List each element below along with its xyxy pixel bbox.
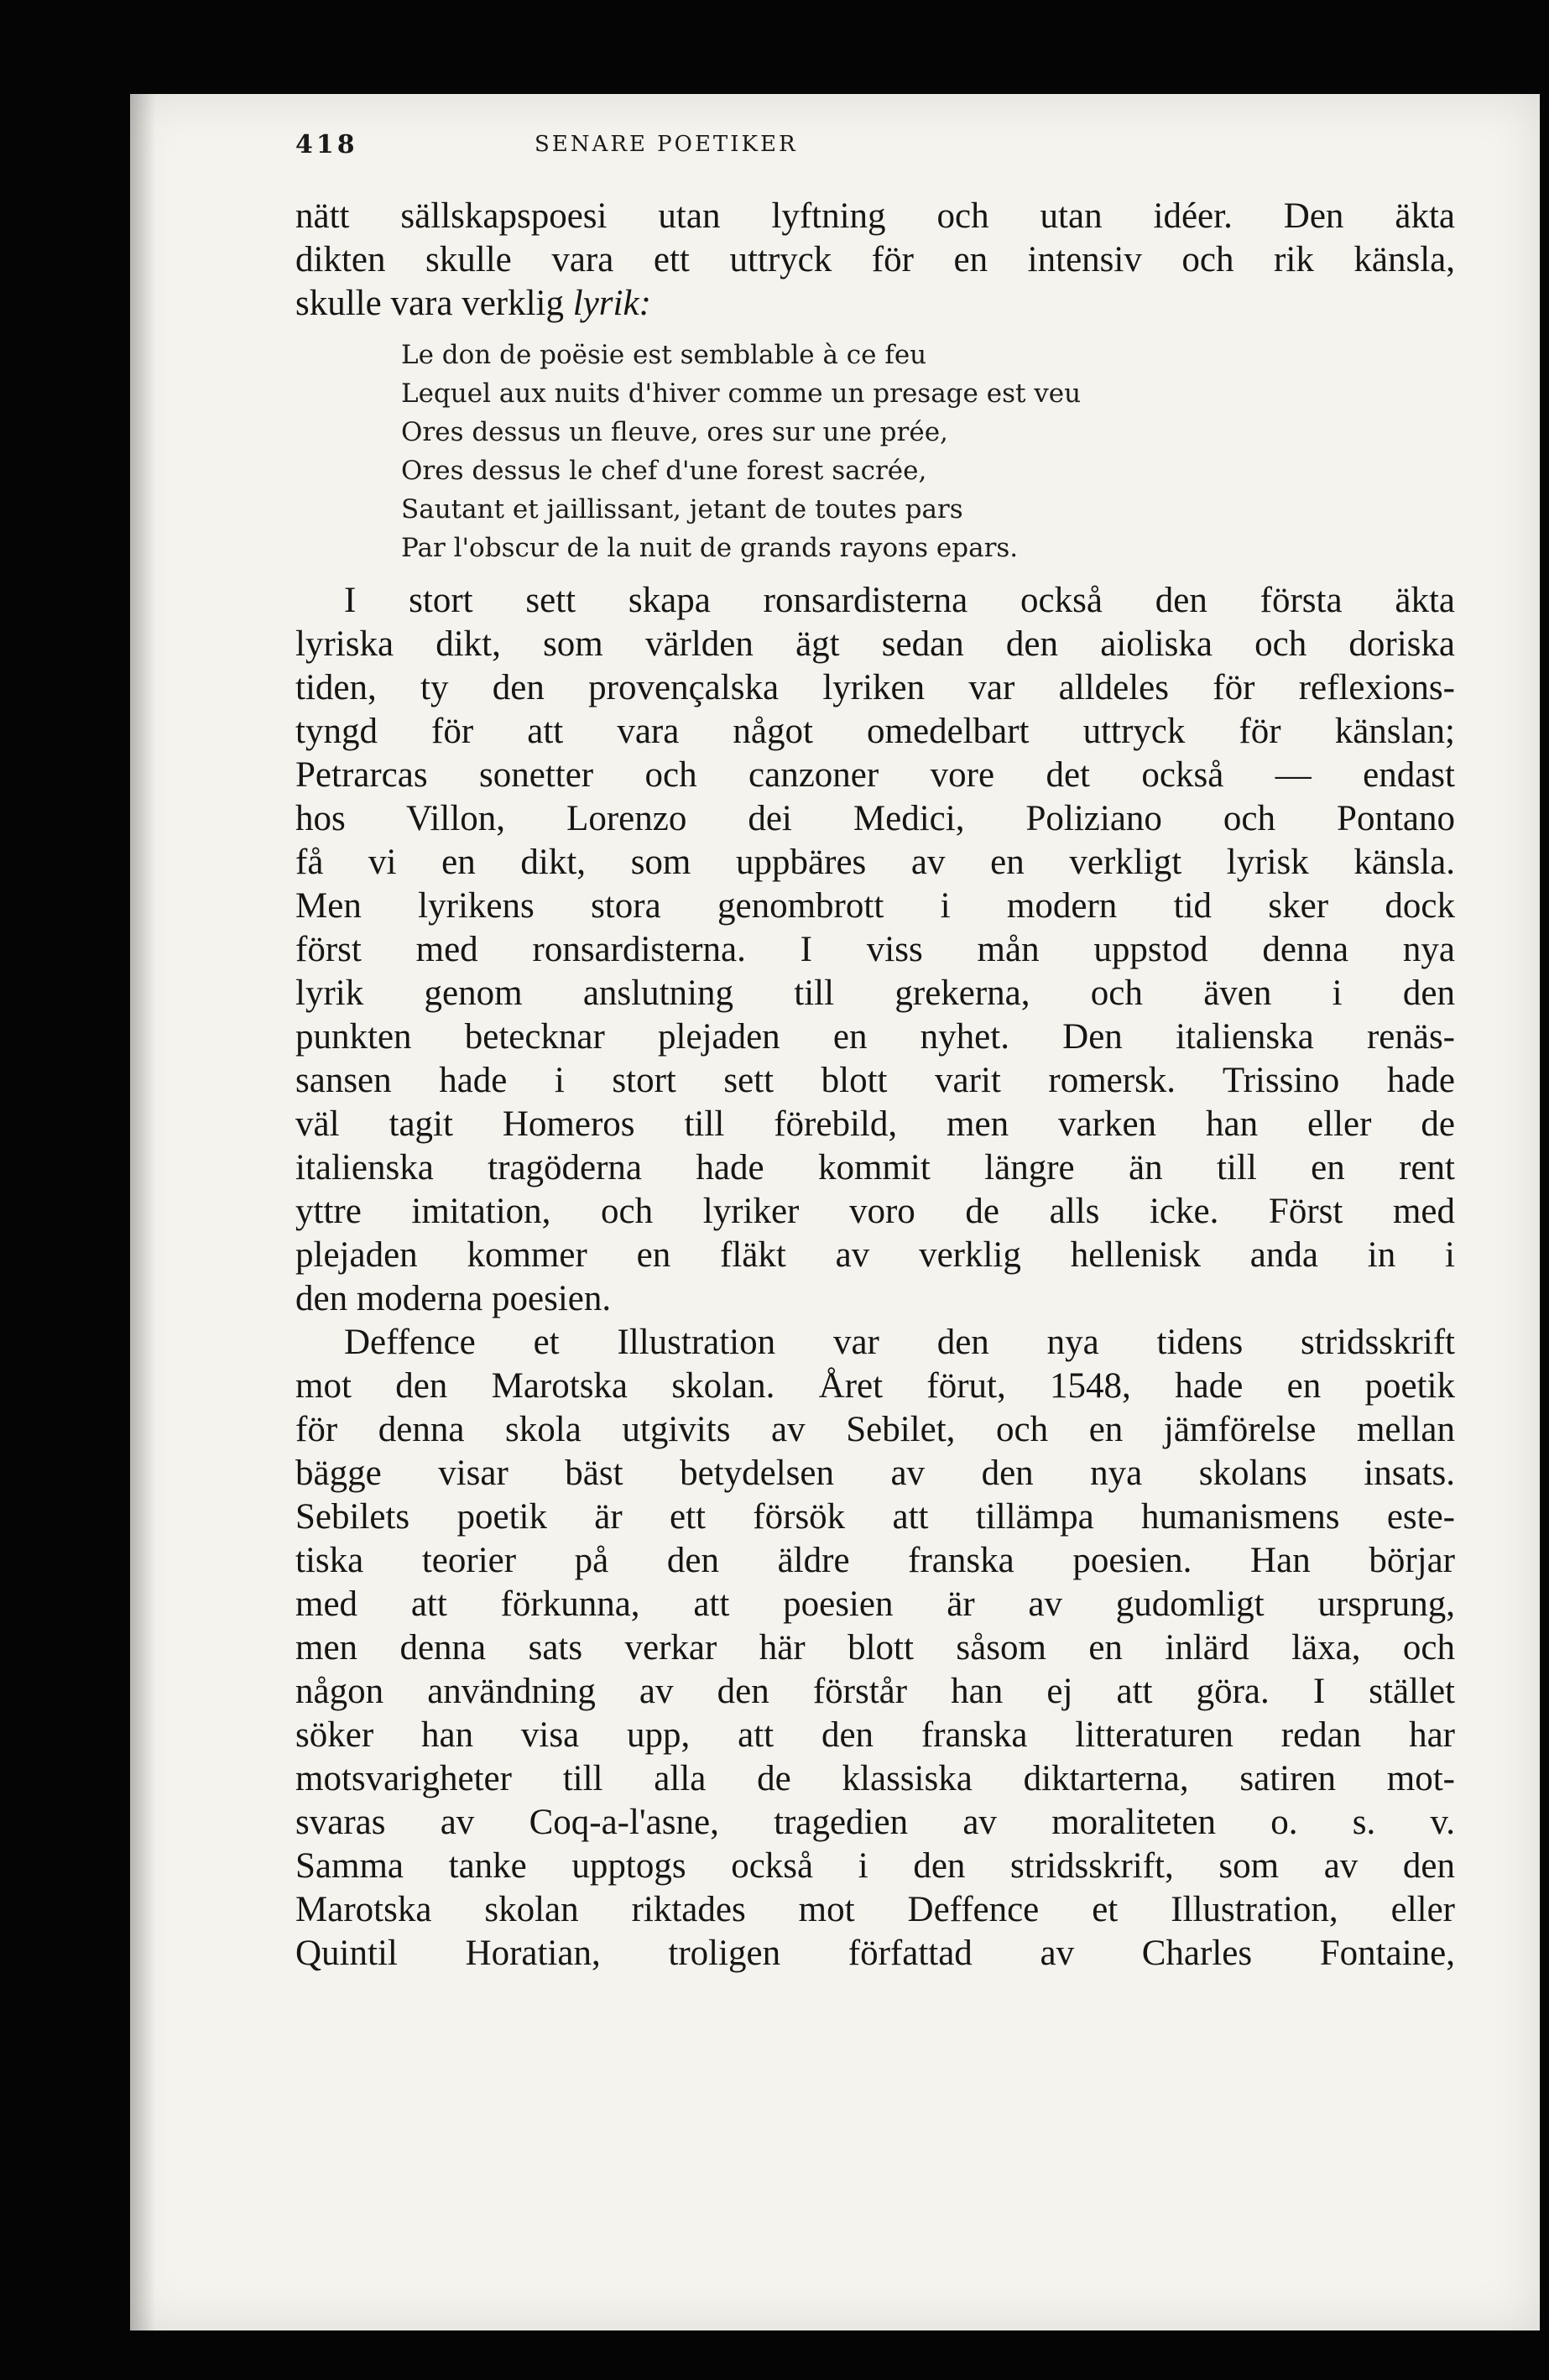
- verse-line: Ores dessus le chef d'une forest sacrée,: [401, 456, 927, 486]
- text-line: Quintil Horatian, troligen författad av Charles Fontaine,: [295, 1934, 1455, 1973]
- text-line: väl tagit Homeros till förebild, men varken han eller de: [295, 1104, 1455, 1144]
- verse-line: Le don de poësie est semblable à ce feu: [401, 340, 927, 370]
- text-line: punkten betecknar plejaden en nyhet. Den italienska renäs-: [295, 1017, 1455, 1057]
- text-line: lyriska dikt, som världen ägt sedan den aioliska och doriska: [295, 624, 1455, 664]
- verse-line: Ores dessus un fleuve, ores sur une prée,: [401, 417, 948, 447]
- italic-word: lyrik:: [572, 284, 651, 323]
- page-header: [295, 130, 1453, 172]
- text-line: lyrik genom anslutning till grekerna, och även i den: [295, 973, 1455, 1013]
- text-line: Deffence et Illustration var den nya tidens stridsskrift: [344, 1323, 1455, 1362]
- text-line: Petrarcas sonetter och canzoner vore det också — endast: [295, 755, 1455, 795]
- text-line: söker han visa upp, att den franska litteraturen redan har: [295, 1715, 1455, 1755]
- text-line: Marotska skolan riktades mot Deffence et Illustration, eller: [295, 1890, 1455, 1929]
- text-line: italienska tragöderna hade kommit längre än till en rent: [295, 1148, 1455, 1187]
- page-number: 418: [295, 130, 358, 159]
- text-line: någon användning av den förstår han ej att göra. I stället: [295, 1672, 1455, 1711]
- text-line: få vi en dikt, som uppbäres av en verkligt lyrisk känsla.: [295, 843, 1455, 882]
- french-verse-quote: [401, 336, 1455, 567]
- text-line: tiden, ty den provençalska lyriken var alldeles för reflexions-: [295, 668, 1455, 707]
- text-line: den moderna poesien.: [295, 1279, 612, 1318]
- text-line: plejaden kommer en fläkt av verklig hellenisk anda in i: [295, 1235, 1455, 1275]
- text-line: hos Villon, Lorenzo dei Medici, Poliziano och Pontano: [295, 799, 1455, 838]
- paragraph-deffence: [295, 1321, 1455, 1976]
- text-line: yttre imitation, och lyriker voro de alls icke. Först med: [295, 1192, 1455, 1231]
- text-line: svaras av Coq-a-l'asne, tragedien av moraliteten o. s. v.: [295, 1803, 1455, 1842]
- text-fragment: skulle vara verklig: [295, 284, 573, 323]
- text-line: men denna sats verkar här blott såsom en inlärd läxa, och: [295, 1628, 1455, 1668]
- text-line: Men lyrikens stora genombrott i modern tid sker dock: [295, 886, 1455, 926]
- verse-line: Par l'obscur de la nuit de grands rayons epars.: [401, 533, 1019, 563]
- text-line: tyngd för att vara något omedelbart uttryck för känslan;: [295, 712, 1455, 751]
- text-line: Sebilets poetik är ett försök att tillämpa humanismens este-: [295, 1497, 1455, 1537]
- text-line: nätt sällskapspoesi utan lyftning och utan idéer. Den äkta: [295, 196, 1455, 236]
- text-line: för denna skola utgivits av Sebilet, och en jämförelse mellan: [295, 1410, 1455, 1449]
- verse-line: Sautant et jaillissant, jetant de toutes pars: [401, 494, 963, 525]
- text-line: först med ronsardisterna. I viss mån uppstod denna nya: [295, 930, 1455, 969]
- text-line: med att förkunna, att poesien är av gudomligt ursprung,: [295, 1584, 1455, 1624]
- text-line: I stort sett skapa ronsardisterna också den första äkta: [344, 581, 1455, 620]
- running-title: SENARE POETIKER: [535, 132, 798, 157]
- text-line: sansen hade i stort sett blott varit romersk. Trissino hade: [295, 1061, 1455, 1100]
- text-line: motsvarigheter till alla de klassiska diktarterna, satiren mot-: [295, 1759, 1455, 1798]
- text-line: dikten skulle vara ett uttryck för en intensiv och rik känsla,: [295, 240, 1455, 279]
- paragraph-ronsardists: [295, 579, 1455, 1321]
- text-line: bägge visar bäst betydelsen av den nya skolans insats.: [295, 1454, 1455, 1493]
- text-line: [295, 282, 1455, 326]
- body-text: [295, 195, 1455, 1976]
- verse-line: Lequel aux nuits d'hiver comme un presage est veu: [401, 378, 1082, 409]
- text-line: mot den Marotska skolan. Året förut, 1548, hade en poetik: [295, 1366, 1455, 1406]
- text-line: tiska teorier på den äldre franska poesien. Han börjar: [295, 1541, 1455, 1580]
- text-line: Samma tanke upptogs också i den stridsskrift, som av den: [295, 1846, 1455, 1886]
